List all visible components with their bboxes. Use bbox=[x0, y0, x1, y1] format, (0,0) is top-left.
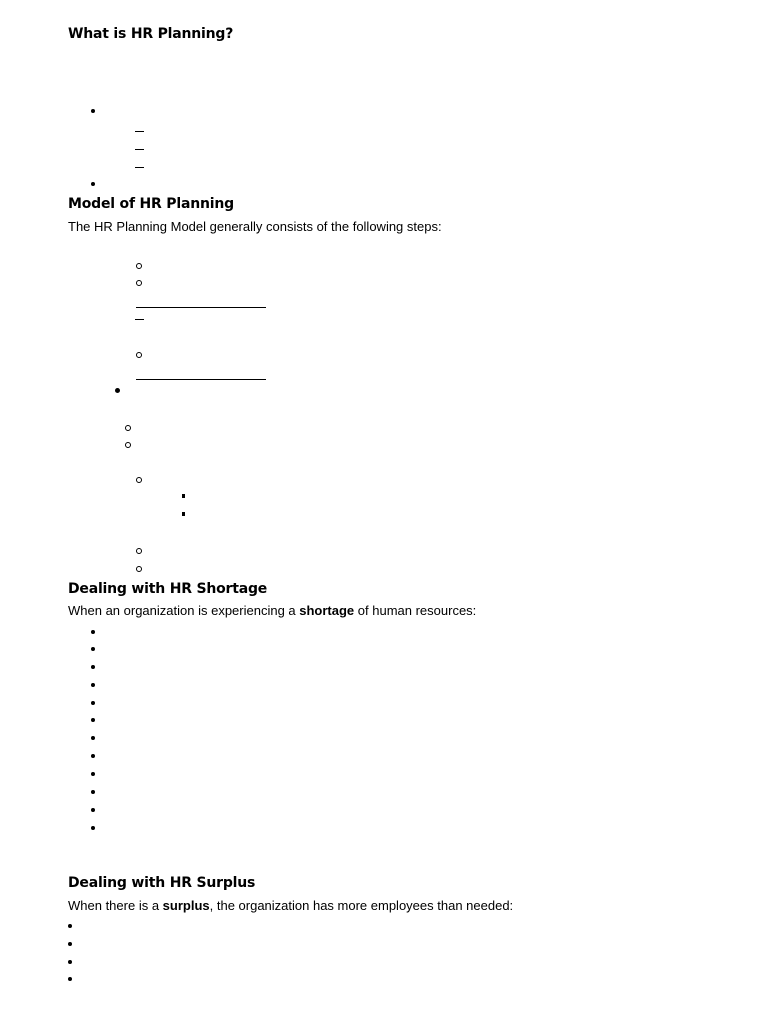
heading-dealing-with-hr-surplus: Dealing with HR Surplus bbox=[68, 875, 256, 891]
bullet bbox=[68, 977, 72, 981]
bullet bbox=[91, 701, 95, 705]
square-bullet bbox=[182, 494, 185, 498]
bullet bbox=[68, 960, 72, 964]
bullet bbox=[91, 826, 95, 830]
dash-bullet bbox=[135, 131, 144, 132]
model-intro-text: The HR Planning Model generally consists of the following steps: bbox=[68, 219, 442, 234]
surplus-intro-after: , the organization has more employees than needed: bbox=[209, 898, 514, 913]
bullet bbox=[91, 665, 95, 669]
bullet bbox=[68, 924, 72, 928]
shortage-intro-before: When an organization is experiencing a bbox=[68, 603, 300, 618]
surplus-intro-text bbox=[68, 898, 513, 913]
heading-what-is-hr-planning: What is HR Planning? bbox=[68, 26, 234, 42]
bullet bbox=[91, 808, 95, 812]
circle-bullet bbox=[136, 477, 142, 483]
circle-bullet bbox=[136, 548, 142, 554]
surplus-intro-bold: surplus bbox=[162, 898, 210, 913]
bullet bbox=[91, 630, 95, 634]
circle-bullet bbox=[136, 280, 142, 286]
circle-bullet bbox=[125, 442, 131, 448]
circle-bullet bbox=[125, 425, 131, 431]
bullet bbox=[91, 109, 95, 113]
bullet bbox=[91, 772, 95, 776]
shortage-intro-after: of human resources: bbox=[354, 603, 477, 618]
dash-bullet bbox=[135, 149, 144, 150]
shortage-intro-bold: shortage bbox=[299, 603, 355, 618]
circle-bullet bbox=[136, 566, 142, 572]
bullet bbox=[91, 647, 95, 651]
underline-rule bbox=[136, 379, 266, 380]
bullet bbox=[91, 754, 95, 758]
underline-rule bbox=[136, 307, 266, 308]
heading-dealing-with-hr-shortage: Dealing with HR Shortage bbox=[68, 581, 268, 597]
bullet bbox=[91, 683, 95, 687]
surplus-intro-before: When there is a bbox=[68, 898, 163, 913]
shortage-intro-text bbox=[68, 603, 476, 618]
dash-bullet bbox=[135, 167, 144, 168]
bullet bbox=[91, 736, 95, 740]
heading-model-of-hr-planning: Model of HR Planning bbox=[68, 196, 234, 212]
square-bullet bbox=[182, 512, 185, 516]
bullet bbox=[91, 790, 95, 794]
circle-bullet bbox=[136, 352, 142, 358]
bullet bbox=[115, 388, 120, 393]
bullet bbox=[68, 942, 72, 946]
dash-bullet bbox=[135, 319, 144, 320]
circle-bullet bbox=[136, 263, 142, 269]
bullet bbox=[91, 182, 95, 186]
bullet bbox=[91, 718, 95, 722]
